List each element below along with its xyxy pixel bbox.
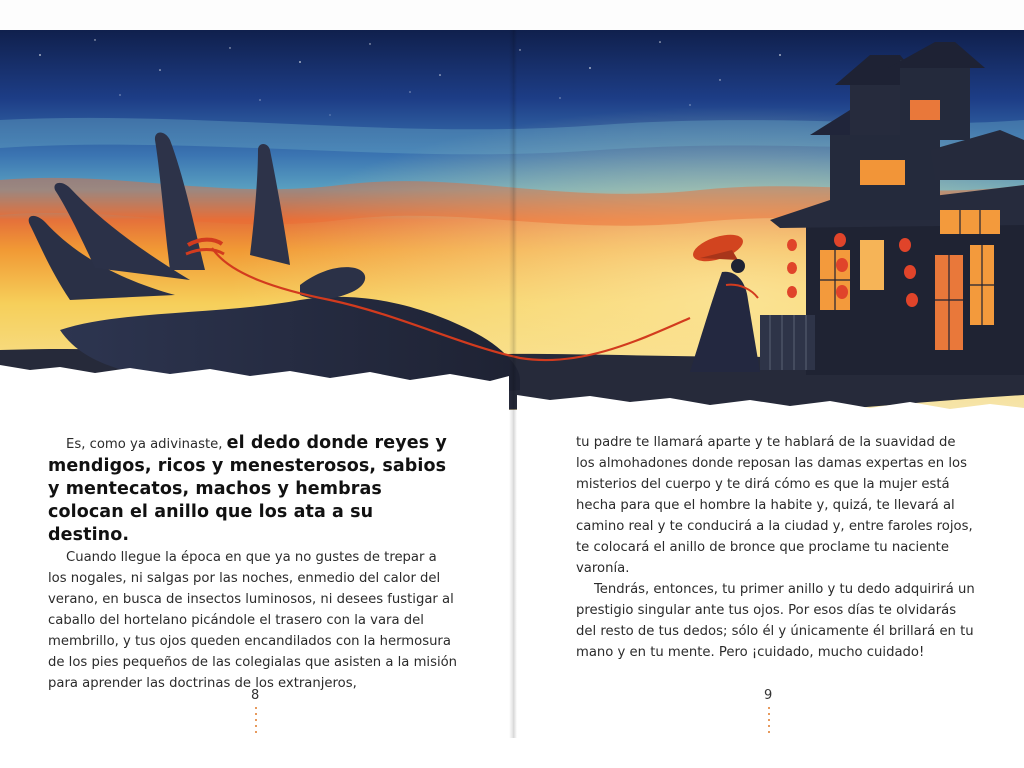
left-paragraph-2: Cuando llegue la época en que ya no gustes de trepar a los nogales, ni salgas por las noches, enmedio del calor del verano, en busca de insectos luminosos, ni desees fustigar al caballo del hortelano picándole el trasero con la vara del membrillo, y tus ojos queden encandilados con la hermosura de los pies pequeños de las colegialas que asisten a la misión para aprender las doctrinas de los extranjeros, (48, 550, 458, 691)
page-top-margin (0, 0, 1024, 30)
book-gutter (509, 30, 517, 738)
page-number-right: 9 (764, 688, 773, 703)
left-paragraph-1 (48, 432, 458, 547)
page-number-dots-right (768, 707, 770, 737)
page-number-dots-left (255, 707, 257, 737)
left-page-text (48, 432, 458, 694)
right-page-text (576, 432, 976, 663)
bold-emphasis: el dedo donde reyes y mendigos, ricos y menesterosos, sabios y mentecatos, machos y hembras colocan el anillo que los ata a su destino. (48, 433, 447, 545)
page-number-left: 8 (251, 688, 260, 703)
right-paragraph-2: Tendrás, entonces, tu primer anillo y tu dedo adquirirá un prestigio singular ante tus ojos. Por esos días te olvidarás del resto de tus dedos; sólo él y únicamente él brillará en tu mano y en tu mente. Pero ¡cuidado, mucho cuidado! (576, 582, 975, 660)
right-paragraph-1: tu padre te llamará aparte y te hablará de la suavidad de los almohadones donde reposan las damas expertas en los misterios del cuerpo y te dirá cómo es que la mujer está hecha para que el hombre la habite y, quizá, te llevará al camino real y te conducirá a la ciudad y, entre faroles rojos, te colocará el anillo de bronce que proclame tu naciente varonía. (576, 435, 973, 576)
intro-text: Es, como ya adivinaste, (66, 437, 227, 452)
